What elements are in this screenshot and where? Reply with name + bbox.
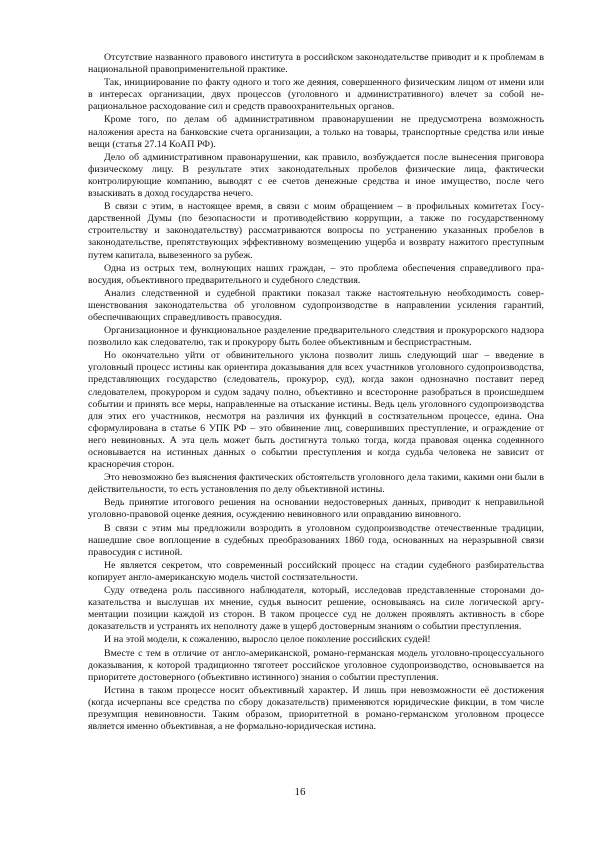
paragraph: В связи с этим мы предложили возродить в уголовном судопроизводстве отечественные традиции, нашедшие свое воплощение в судебных преобразованиях 1860 года, основанных на неразрывной связи правосудия с истиной. [88,522,544,558]
paragraph: Дело об административном правонарушении, как правило, возбуждается после вынесения приговора физическому лицу. В результате этих законодательных пробелов физические лица, фактически контролирующие компанию, выводят с ее счетов денежные средства и иное имущество, после чего взыскивать в доход государства нечего. [88,151,544,200]
paragraph: Так, инициирование по факту одного и того же деяния, совершенного физическим лицом от имени или в интересах организации, двух процессов (уголовного и административного) влечет за собой нерациональное расходование сил и средств правоохранительных органов. [88,77,544,113]
paragraph: Вместе с тем в отличие от англо-американской, романо-германская модель уголовно-процессуального доказывания, к которой традиционно тяготеет российское уголовное судопроизводство, основывается на приоритете достоверного (объективно истинного) знания о событии преступления. [88,647,544,683]
paragraph: Отсутствие названного правового института в российском законодательстве приводит и к проблемам в национальной правоприменительной практике. [88,52,544,76]
paragraph: Суду отведена роль пассивного наблюдателя, который, исследовав представленные сторонами доказательства и выслушав их мнение, судья выносит решение, основываясь на силе логической аргументации позиции каждой из сторон. В таком процессе суд не должен проявлять активность в сборе доказательств и устранять их неполноту даже в ущерб достоверным знаниям о событии преступления. [88,585,544,633]
paragraph: Анализ следственной и судебной практики показал также настоятельную необходимость совершенствования законодательства об уголовном судопроизводстве в направлении усиления гарантий, обеспечивающих справедливость правосудия. [88,287,544,323]
paragraph: Это невозможно без выяснения фактических обстоятельств уголовного дела такими, какими они были в действительности, то есть установления по делу объективной истины. [88,472,544,496]
paragraph: Ведь принятие итогового решения на основании недостоверных данных, приводит к неправильной уголовно-правовой оценке деяния, осуждению невиновного или оправданию виновного. [88,497,544,521]
paragraph: Но окончательно уйти от обвинительного уклона позволит лишь следующий шаг – введение в уголовный процесс истины как ориентира доказывания для всех участников уголовного судопроизводства, представляющих государство (следователь, прокурор, суд), когда закон однозначно поставит перед следователем, прокурором и судом задачу полно, объективно и всесторонне разобраться в происшедшем событии и принять все меры, направленные на отыскание истины. Ведь цель уголовного судопроизводства для этих его участников, несмотря на различия их функций в состязательном процессе, едина. Она сформулирована в статье 6 УПК РФ – это обвинение лиц, совершивших преступление, и ограждение от него невиновных. А эта цель может быть достигнута только тогда, когда правовая оценка содеянного основывается на истинных данных о событии преступления и когда судьба человека не зависит от красноречия сторон. [88,350,544,471]
paragraph: Организационное и функциональное разделение предварительного следствия и прокурорского надзора позволило как следователю, так и прокурору быть более объективным и беспристрастным. [88,325,544,349]
body-text [88,52,544,734]
paragraph: Истина в таком процессе носит объективный характер. И лишь при невозможности её достижения (когда исчерпаны все средства по сбору доказательств) применяются юридические фикции, в том числе презумпция невиновности. Таким образом, приоритетной в романо-германском уголовном процессе является именно объективная, а не формально-юридическая истина. [88,684,544,733]
paragraph: Кроме того, по делам об административном правонарушении не предусмотрена возможность наложения ареста на банковские счета организации, а только на товары, транспортные средства или иные вещи (статья 27.14 КоАП РФ). [88,114,544,150]
paragraph: Одна из острых тем, волнующих наших граждан, – это проблема обеспечения справедливого правосудия, объективного предварительного и судебного следствия. [88,262,544,286]
page-number: 16 [294,786,306,798]
paragraph: И на этой модели, к сожалению, выросло целое поколение российских судей! [104,634,431,646]
paragraph: Не является секретом, что современный российский процесс на стадии судебного разбирательства копирует англо-американскую модель чистой состязательности. [88,559,544,583]
paragraph: В связи с этим, в настоящее время, в связи с моим обращением – в профильных комитетах Государственной Думы (по безопасности и противодействию коррупции, а также по государственному строительству и законодательству) рассматриваются вопросы по устранению указанных пробелов в законодательстве, препятствующих эффективному возмещению ущерба и возврату нажитого преступным путем капитала, вывезенного за рубеж. [88,201,544,261]
